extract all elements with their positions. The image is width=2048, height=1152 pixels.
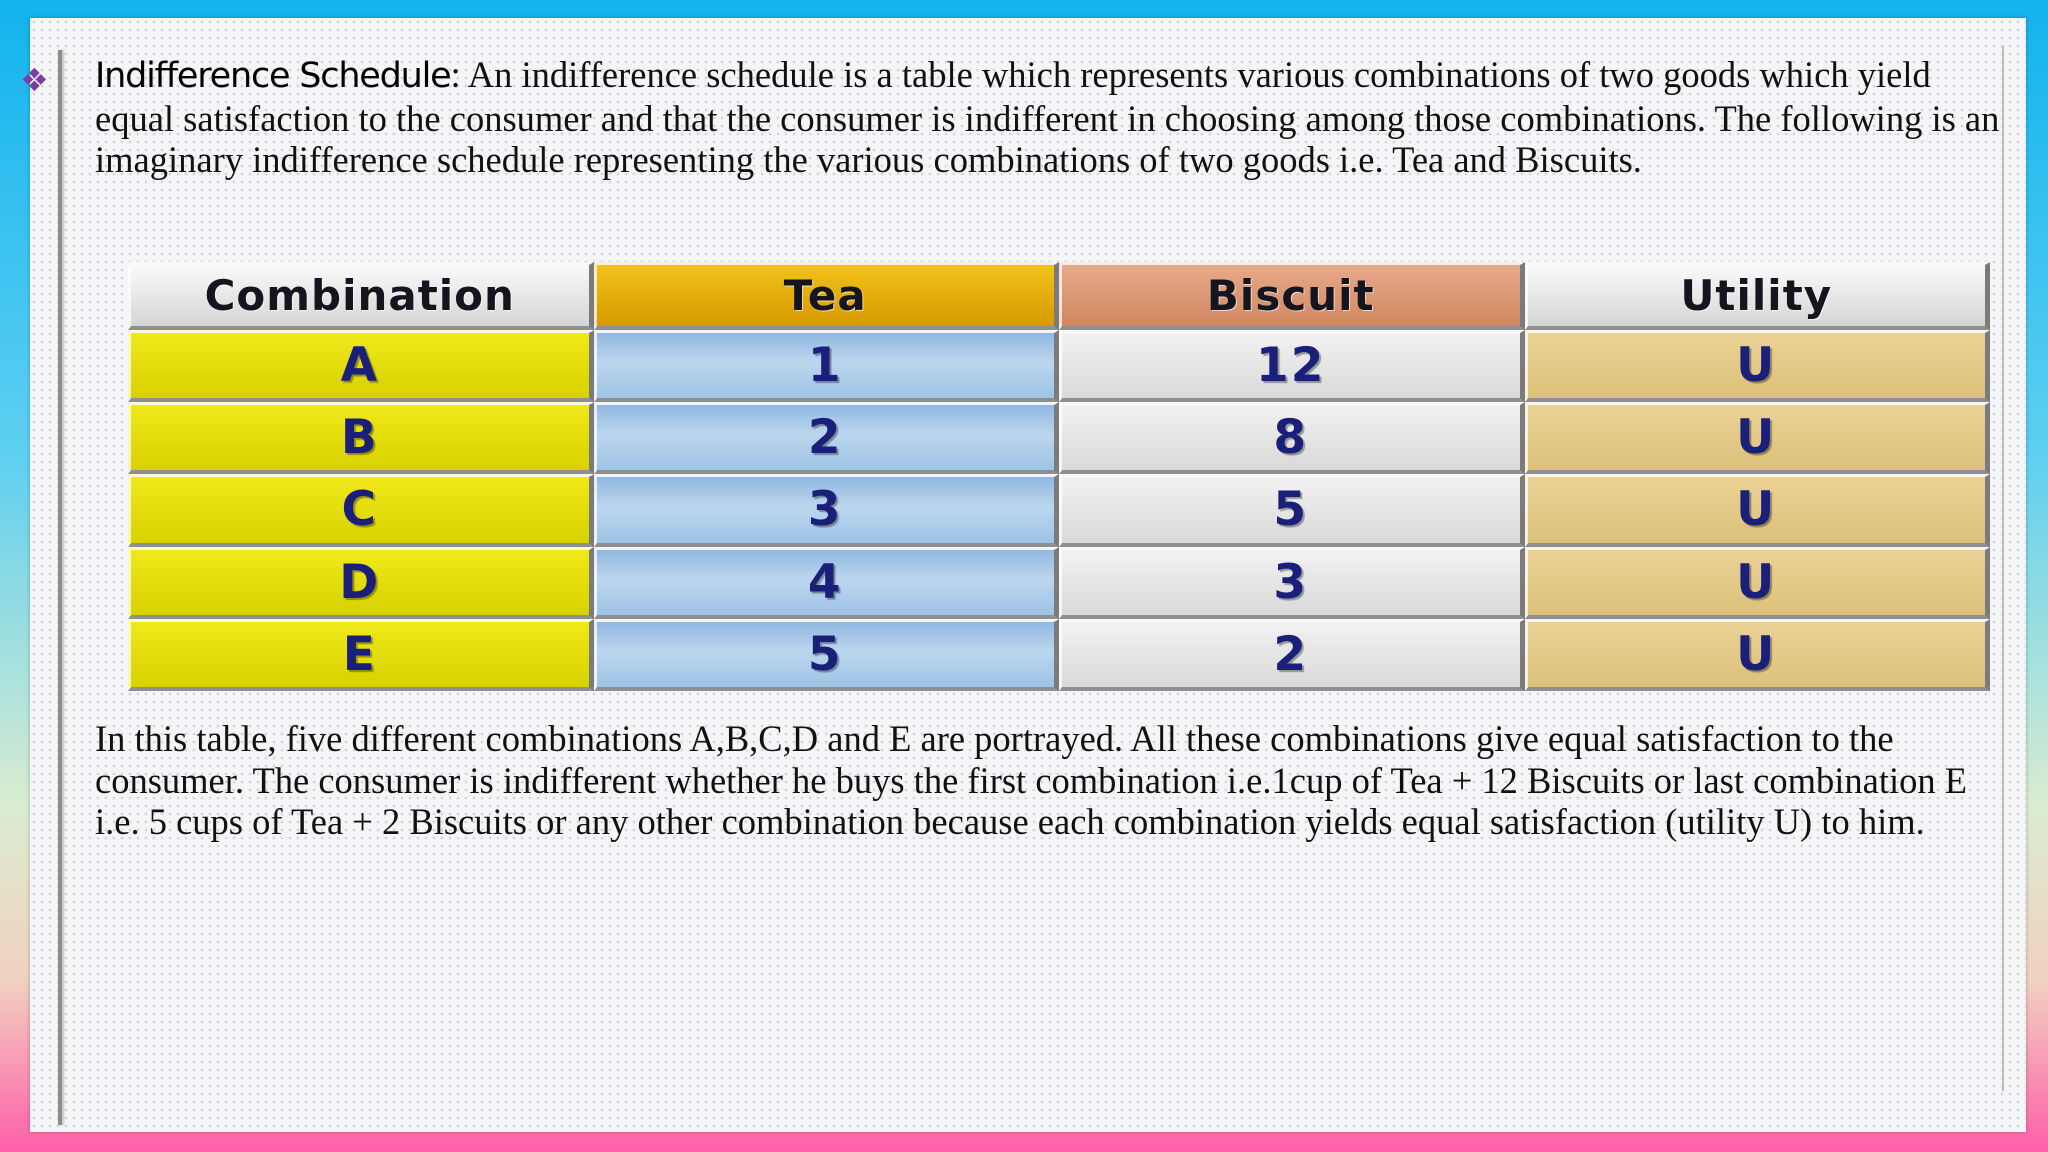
slide-frame-right [2002,46,2004,1091]
table-row [128,547,1990,619]
cell-biscuit: 5 [1059,474,1525,546]
cell-biscuit: 12 [1059,330,1525,402]
cell-combination: E [128,619,594,691]
cell-utility: U [1525,474,1991,546]
cell-biscuit: 3 [1059,547,1525,619]
cell-utility: U [1525,330,1991,402]
header-biscuit: Biscuit [1059,262,1525,330]
cell-combination: A [128,330,594,402]
cell-utility: U [1525,402,1991,474]
cell-utility: U [1525,547,1991,619]
table-row [128,474,1990,546]
header-tea: Tea [594,262,1060,330]
header-combination: Combination [128,262,594,330]
cell-combination: D [128,547,594,619]
table-header-row [128,262,1990,330]
cell-utility: U [1525,619,1991,691]
cell-biscuit: 2 [1059,619,1525,691]
cell-combination: B [128,402,594,474]
cell-tea: 2 [594,402,1060,474]
intro-text: : An indifference schedule is a table which represents various combinations of two goods which yield equal satisfaction to the consumer and that the consumer is indifferent in choosing among those combinations. The following is an imaginary indifference schedule representing the various combinations of two goods i.e. Tea and Biscuits. [95,54,2000,180]
header-utility: Utility [1525,262,1991,330]
cell-tea: 1 [594,330,1060,402]
conclusion-paragraph: In this table, five different combinations A,B,C,D and E are portrayed. All these combinations give equal satisfaction to the consumer. The consumer is indifferent whether he buys the first combination i.e.1cup of Tea + 12 Biscuits or last combination E i.e. 5 cups of Tea + 2 Biscuits or any other combination because each combination yields equal satisfaction (utility U) to him. [95,718,1968,842]
indifference-schedule-table [128,262,1990,691]
slide-frame-left [58,50,62,1125]
table-row [128,330,1990,402]
diamond-bullet-icon: ❖ [20,61,49,99]
table-row [128,619,1990,691]
cell-biscuit: 8 [1059,402,1525,474]
cell-combination: C [128,474,594,546]
term-heading: Indifference Schedule [95,56,451,96]
cell-tea: 5 [594,619,1060,691]
cell-tea: 3 [594,474,1060,546]
intro-paragraph [95,54,2015,181]
cell-tea: 4 [594,547,1060,619]
table-row [128,402,1990,474]
